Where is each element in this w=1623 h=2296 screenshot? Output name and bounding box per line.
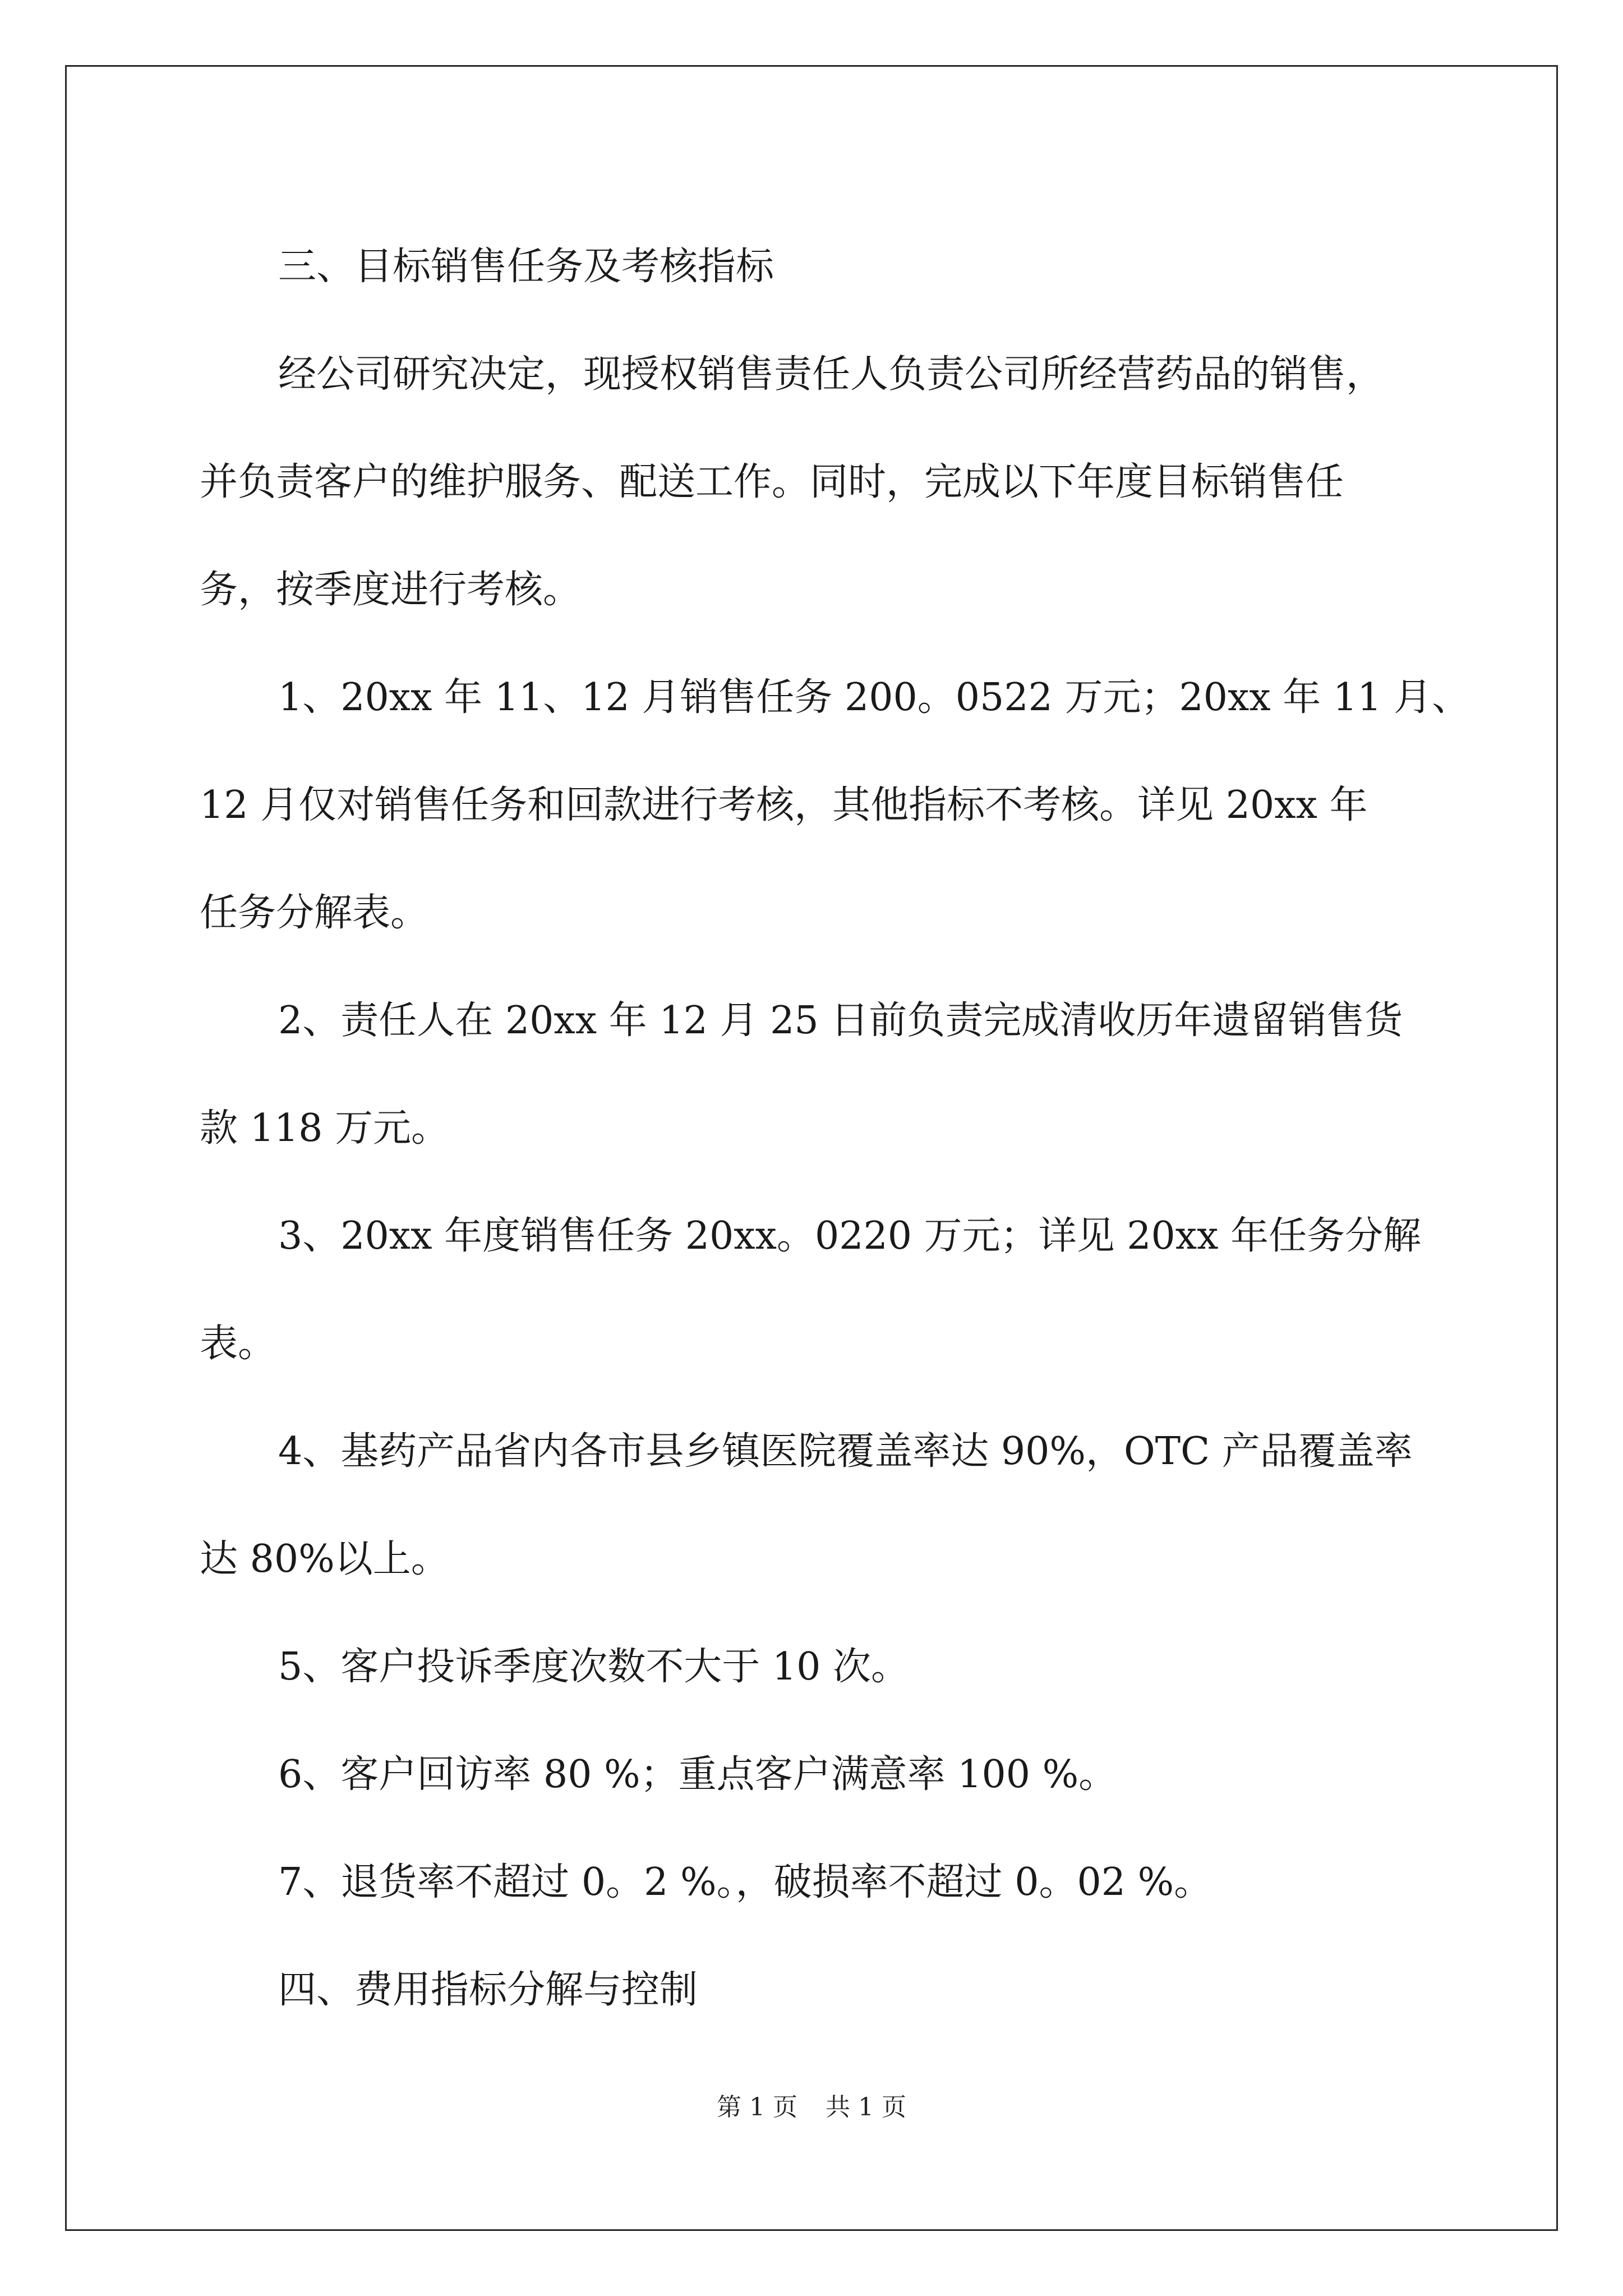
section-heading-4: 四、费用指标分解与控制 — [278, 1968, 698, 2012]
item-6-line: 6、客户回访率 80 %；重点客户满意率 100 %。 — [278, 1752, 1117, 1797]
paragraph-line: 经公司研究决定，现授权销售责任人负责公司所经营药品的销售， — [278, 352, 1385, 397]
item-3-line: 3、20xx 年度销售任务 20xx。0220 万元；详见 20xx 年任务分解 — [278, 1214, 1422, 1258]
item-2-line: 款 118 万元。 — [200, 1106, 450, 1151]
item-4-line: 达 80%以上。 — [200, 1537, 449, 1581]
paragraph-line: 并负责客户的维护服务、配送工作。同时，完成以下年度目标销售任 — [200, 460, 1344, 504]
page-number: 第 1 页 — [717, 2093, 797, 2122]
item-4-line: 4、基药产品省内各市县乡镇医院覆盖率达 90%，OTC 产品覆盖率 — [278, 1429, 1413, 1474]
page-total: 共 1 页 — [826, 2093, 906, 2122]
page-footer — [0, 2087, 1623, 2123]
item-5-line: 5、客户投诉季度次数不大于 10 次。 — [278, 1645, 910, 1689]
item-2-line: 2、责任人在 20xx 年 12 月 25 日前负责完成清收历年遗留销售货 — [278, 999, 1403, 1043]
section-heading-3: 三、目标销售任务及考核指标 — [278, 245, 774, 289]
item-3-line: 表。 — [200, 1322, 276, 1366]
item-7-line: 7、退货率不超过 0。2 %。，破损率不超过 0。02 %。 — [278, 1860, 1212, 1904]
paragraph-line: 务，按季度进行考核。 — [200, 568, 582, 612]
document-body — [200, 213, 1470, 2044]
item-1-line: 12 月仅对销售任务和回款进行考核，其他指标不考核。详见 20xx 年 — [200, 783, 1368, 827]
item-1-line: 1、20xx 年 11、12 月销售任务 200。0522 万元；20xx 年 11 月、 — [278, 675, 1470, 720]
item-1-line: 任务分解表。 — [200, 891, 429, 935]
